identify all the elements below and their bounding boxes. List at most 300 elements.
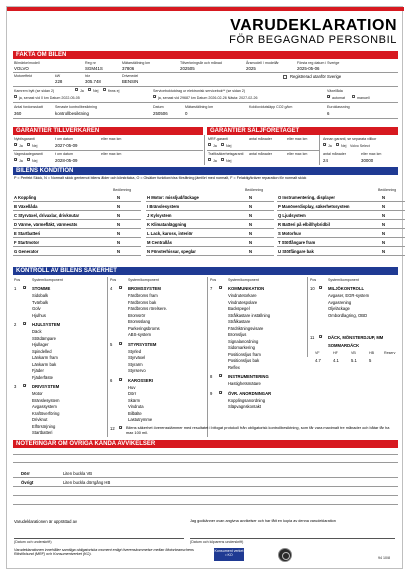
- system-item: Länkarm bak: [32, 361, 57, 367]
- system-item: Bromsljus: [228, 332, 247, 337]
- fakta-row4-label-0: Antal fordonsskatt: [14, 105, 43, 109]
- system-item: Avgassystem: [32, 404, 57, 409]
- system-title: BROMSSYSTEM: [128, 286, 161, 291]
- annan-ja-checkbox[interactable]: ✓: [324, 143, 327, 147]
- kondition-item: E Startbatteri: [14, 231, 41, 236]
- reg-utrikes-label: Registrerad utanför Sverige: [290, 74, 342, 79]
- konsumentverket-logo: Konsument verket • KO: [214, 548, 244, 561]
- fakta-row4-label-4: Koldioxidutsläpp CO2 g/km: [249, 105, 293, 109]
- volvo-select: Volvo Select: [350, 144, 370, 148]
- vagn-tom-label: t om datum: [55, 152, 73, 156]
- mrf-nej-checkbox[interactable]: [221, 143, 224, 146]
- mrf-seal-icon: [278, 548, 292, 562]
- system-item: Oljeläckage: [328, 306, 350, 311]
- dack-col-0: VF: [315, 351, 320, 355]
- divider: [146, 219, 274, 220]
- system-header: System/komponent: [228, 278, 259, 282]
- fakta-row4-label-3: Mätarställning km: [185, 105, 214, 109]
- bedomning-0: Bedömning: [113, 188, 132, 192]
- annan-ja-label: Ja: [328, 144, 332, 148]
- divider: [13, 118, 398, 119]
- pos12-text: Bilens säkerhet överensstämmer med resultatet i bifogat protokoll från obligatorisk kontrollbesiktning, som får vara maximalt tre månader och båtar får ha max 100 mil.: [126, 425, 390, 435]
- system-title: STOMME: [32, 286, 51, 291]
- pos-number: 10: [310, 286, 315, 291]
- fakta-row4-value-0: 360: [14, 111, 22, 116]
- kondition-item: S Motorhuv: [278, 231, 302, 236]
- fakta-row4-label-5: Euroklassning: [327, 105, 350, 109]
- kondition-item: P Manöverdisplay, säkerhetssystem: [278, 204, 350, 209]
- signature-line-right[interactable]: [190, 538, 395, 539]
- kondition-grade: N: [249, 195, 253, 200]
- system-item: Ombordlagring, OBD: [328, 312, 368, 318]
- mrf-ja-label: Ja: [213, 144, 217, 148]
- kondition-item: U Stötfångare bak: [278, 249, 314, 254]
- vagn-km-label: eller max km: [101, 152, 122, 156]
- divider: [107, 277, 108, 437]
- system-item: Strålkastare inställning: [228, 312, 271, 318]
- pos-number: 8: [210, 374, 213, 379]
- fakta-value-0: VOLVO: [14, 66, 29, 71]
- system-item: Länkarm fram: [32, 355, 58, 360]
- system-item: Sidomarkering: [228, 345, 255, 350]
- fakta-label-0: Bilmärke/modell: [14, 61, 40, 65]
- divider: [207, 150, 319, 151]
- pos-number: 7: [210, 286, 213, 291]
- mrf-nej-label: Nej: [226, 144, 232, 148]
- section-header-garanti-tillverkaren: GARANTIER TILLVERKAREN: [13, 127, 203, 135]
- divider: [277, 219, 405, 220]
- vagn-nej-label: Nej: [32, 159, 38, 163]
- bedomning-2: Bedömning: [378, 188, 397, 192]
- kondition-item: C Styrväxel, drivaxlar, drivknutar: [14, 213, 80, 218]
- system-item: Färdriktningsvisare: [228, 325, 264, 331]
- system-title: KOMMUNIKATION: [228, 286, 265, 291]
- pos-number: 1: [14, 286, 17, 291]
- divider: [307, 277, 308, 357]
- form-code: 94 10/8: [378, 556, 390, 560]
- divider: [13, 102, 398, 103]
- system-header: System/komponent: [328, 278, 359, 282]
- kondition-item: N Fönsterhissar, speglar: [147, 249, 196, 254]
- system-item: Vindrutetorkare: [228, 293, 257, 298]
- bedomning-1: Bedömning: [245, 188, 264, 192]
- system-item: Lastutrymme: [128, 417, 153, 422]
- signature-sub-right: (Datum och köparens underskrift): [190, 540, 244, 544]
- system-item: Hastighetsmätare: [228, 381, 261, 386]
- system-item: Styrarm: [128, 361, 143, 367]
- system-item: Kraftöverföring: [32, 410, 60, 416]
- kondition-item: A Koppling: [14, 195, 37, 200]
- pos-number: 2: [14, 322, 17, 327]
- dorr-value: Liten buckla VB: [63, 471, 93, 476]
- signature-label-right: Jag godkänner ovan angivna avvikelser och har fått en kopia av denna varudeklaration: [190, 519, 336, 523]
- pos-checkbox[interactable]: ✓: [220, 374, 223, 378]
- kondition-grade: N: [249, 213, 253, 218]
- fakta-row4-label-1: Senaste kontrollbesiktning: [55, 105, 97, 109]
- mrf-km-label: eller max km: [287, 137, 308, 141]
- system-item: Avgaser, EGR-system: [328, 293, 370, 298]
- divider: [207, 277, 208, 437]
- automat-label: automat: [332, 96, 345, 100]
- pos-checkbox-11[interactable]: ✓: [320, 335, 323, 339]
- nybil-nej-label: Nej: [32, 144, 38, 148]
- divider: [146, 246, 274, 247]
- trafik-label: Trafiksäkerhetsgaranti: [208, 152, 244, 156]
- trafik-nej-checkbox[interactable]: [221, 158, 224, 161]
- divider: [277, 210, 405, 211]
- disclaimer: Varudeklarationen innehåller samtliga obligatoriska moment enligt överenskommelse mellan Motorbranschens Riksförbund (MRF) och Konsumentverket (KO).: [14, 548, 194, 557]
- system-item: Strålkastare: [228, 319, 251, 324]
- pos-checkbox[interactable]: ✓: [320, 286, 323, 290]
- service-label: Serviceboktutdrag ur elektronisk servicebok** (se sidan 2): [153, 89, 246, 93]
- kondition-grade: N: [117, 195, 121, 200]
- system-item: Färdbroms fram: [128, 293, 158, 298]
- dack-col-3: HB: [369, 351, 374, 355]
- declaration-page: [6, 6, 403, 569]
- pos-checkbox[interactable]: ✓: [220, 286, 223, 290]
- vaxellada-label: Växellåda: [327, 89, 343, 93]
- kamrem-finns-ej-checkbox[interactable]: [103, 88, 106, 91]
- kondition-item: G Generator: [14, 249, 39, 254]
- system-header: System/komponent: [32, 278, 63, 282]
- system-item: Hjulhus: [32, 312, 46, 318]
- system-item: Styrled: [128, 348, 142, 354]
- vagn-value: 2028-05-09: [55, 158, 78, 163]
- section-header-garanti-saljforetaget: GARANTIER SÄLJFÖRETAGET: [207, 127, 398, 135]
- pos-number: 5: [110, 341, 113, 347]
- fakta-label-4: Årsmodell / modellår: [246, 61, 279, 65]
- dack-col-4: Reserv: [384, 351, 396, 355]
- system-item: Spindelled: [32, 348, 52, 354]
- pos-number: 9: [210, 390, 213, 396]
- system-item: Reflex: [228, 364, 240, 370]
- system-item: Sidobalk: [32, 293, 49, 298]
- vagn-label: Vagnskadegaranti: [14, 152, 43, 156]
- system-item: Dörr: [128, 391, 137, 396]
- page-subtitle: FÖR BEGAGNAD PERSONBIL: [229, 34, 397, 46]
- pos-checkbox[interactable]: ✓: [120, 377, 123, 382]
- annan-manader-label: antal månader: [323, 152, 346, 156]
- fakta-row4-value-5: 6: [327, 111, 330, 116]
- kondition-grade: N: [117, 204, 121, 209]
- signature-sub-left: (Datum och underskrift): [14, 540, 52, 544]
- kondition-grade: N: [382, 249, 386, 254]
- fakta-label-2: Mätarställning km: [122, 61, 151, 65]
- pos-checkbox[interactable]: ✓: [120, 286, 123, 290]
- system-item: Styrservo: [128, 368, 146, 373]
- kondition-item: Q Ljudsystem: [278, 213, 306, 218]
- divider: [13, 228, 141, 229]
- fakta-label-3: Tillverkningsår och månad: [180, 61, 222, 65]
- divider: [13, 237, 141, 238]
- fakta-row2-value-1: 305.748: [85, 79, 101, 84]
- kondition-grade: N: [249, 249, 253, 254]
- system-title: DRIVSYSTEM: [32, 384, 60, 389]
- kondition-grade: N: [249, 204, 253, 209]
- pos-number-12: 12: [110, 426, 115, 431]
- pos-checkbox[interactable]: ✓: [220, 390, 223, 395]
- ovrigt-label: Övrigt: [21, 480, 34, 485]
- top-red-bar: [7, 7, 404, 11]
- annan-nej-checkbox[interactable]: [336, 143, 339, 146]
- pos-header: Pos: [14, 278, 21, 282]
- section-header-kontroll: KONTROLL AV BILENS SÄKERHET: [13, 267, 398, 275]
- system-item: Färdbroms rörelsere.: [128, 306, 168, 311]
- system-item: Bilbälte: [128, 410, 142, 416]
- pos-checkbox[interactable]: ✓: [24, 384, 27, 388]
- fakta-row4-value-2: 250506: [153, 111, 168, 116]
- system-item: Hjullager: [32, 342, 49, 347]
- divider: [319, 135, 320, 165]
- kondition-item: T Stötfångare fram: [278, 240, 316, 245]
- system-title: MILJÖKONTROLL: [328, 286, 365, 291]
- divider: [277, 246, 405, 247]
- kondition-item: J Kylsystem: [147, 213, 172, 218]
- annan-km: 30000: [361, 158, 374, 163]
- fakta-value-1: SGM41S: [85, 66, 103, 71]
- system-item: Positionsljus bak: [228, 358, 260, 363]
- kondition-grade: N: [382, 222, 386, 227]
- kondition-item: K Klimatanläggning: [147, 222, 187, 227]
- divider: [13, 255, 141, 256]
- kamrem-nej-checkbox[interactable]: [88, 88, 91, 91]
- system-item: Signalanordning: [228, 338, 259, 344]
- kondition-grade: N: [382, 204, 386, 209]
- fakta-row4-value-1: kontrollbesiktning: [55, 111, 89, 116]
- pos-checkbox-12[interactable]: ✓: [120, 426, 123, 430]
- pos-checkbox[interactable]: ✓: [120, 341, 123, 346]
- kondition-item: B Växellåda: [14, 204, 38, 209]
- dack-val-3: 5: [369, 358, 372, 363]
- kondition-item: M Centrallås: [147, 240, 172, 245]
- kondition-grade: N: [382, 240, 386, 245]
- kondition-legend: P = Perfekt Skick, N = Normalt skick gentemot bilens ålder och körsträcka, O = Oisäker funktion/viss förslitning jämfört med normalt, F = Felaktig/kräver reparation för normalt skick: [14, 176, 307, 180]
- trafik-nej-label: Nej: [226, 159, 232, 163]
- divider: [13, 210, 141, 211]
- system-item: Bromsslang: [128, 319, 151, 324]
- kondition-grade: N: [117, 249, 121, 254]
- fakta-label-1: Reg nr: [85, 61, 96, 65]
- divider: [13, 72, 398, 73]
- fakta-row4-value-3: 0: [185, 111, 188, 116]
- fakta-row2-value-2: BENSIN: [122, 79, 139, 84]
- kondition-grade: N: [117, 222, 121, 227]
- kondition-grade: N: [382, 231, 386, 236]
- dack-header: DÄCK, MÖNSTERDJUP, MM: [328, 335, 384, 340]
- system-item: Vindrutespolare: [228, 299, 258, 305]
- divider: [13, 201, 141, 202]
- signature-line-left[interactable]: [14, 538, 184, 539]
- divider: [277, 237, 405, 238]
- kondition-item: D Värme, värmefläkt, värmesäts: [14, 222, 78, 227]
- system-item: Skärm: [128, 397, 141, 403]
- kondition-item: R Batteri på elbil/hybridbil: [278, 222, 330, 227]
- kondition-grade: N: [249, 231, 253, 236]
- trafik-ja-checkbox[interactable]: [208, 158, 211, 161]
- vagn-nej-checkbox[interactable]: [27, 158, 30, 161]
- fakta-value-3: 202505: [180, 66, 195, 71]
- system-item: Fjäderfäste: [32, 374, 53, 380]
- system-item: Motor: [32, 391, 43, 396]
- section-header-fakta: FAKTA OM BILEN: [13, 51, 398, 59]
- kondition-grade: N: [382, 195, 386, 200]
- trafik-ja-label: Ja: [213, 159, 217, 163]
- sommardack-label: SOMMARDÄCK: [328, 343, 360, 348]
- system-item: ABS-system: [128, 332, 152, 337]
- divider: [13, 150, 203, 151]
- system-item: Tvärbalk: [32, 299, 49, 305]
- kondition-grade: N: [117, 231, 121, 236]
- kamrem-senast-checkbox[interactable]: [14, 95, 17, 98]
- divider: [277, 228, 405, 229]
- divider: [146, 228, 274, 229]
- kondition-grade: N: [382, 213, 386, 218]
- nybil-km-label: eller max km: [101, 137, 122, 141]
- mrf-manader-label: antal månader: [249, 137, 272, 141]
- divider: [13, 246, 141, 247]
- annan-months: 24: [323, 158, 328, 163]
- ovrigt-value: Liten buckla dörrgång HB: [63, 480, 111, 485]
- kamrem-finns-ej-label: finns ej: [108, 89, 120, 93]
- system-item: Däck: [32, 329, 42, 334]
- reg-utrikes-checkbox[interactable]: [283, 75, 287, 79]
- fakta-value-5: 2025-05-06: [297, 66, 320, 71]
- annan-nej-label: Nej: [341, 144, 347, 148]
- nybil-value: 2027-05-09: [55, 143, 78, 148]
- mrf-ja-checkbox[interactable]: [208, 143, 211, 146]
- kondition-item: H Motor: missljud/läckage: [147, 195, 199, 200]
- kamrem-ja-checkbox[interactable]: [75, 88, 78, 91]
- fakta-row2-value-0: 228: [55, 79, 63, 84]
- system-item: Backspegel: [228, 306, 250, 311]
- page-title: VARUDEKLARATION: [230, 17, 397, 34]
- pos-number-11: 11: [310, 335, 315, 340]
- system-item: Elförsörjning: [32, 423, 56, 429]
- divider: [13, 86, 398, 87]
- divider: [146, 210, 274, 211]
- signature-label-left: Varudeklarationen är upprättad av: [14, 519, 78, 524]
- pos-checkbox[interactable]: ✓: [24, 322, 27, 326]
- system-item: Drivknut: [32, 417, 48, 422]
- nybil-tom-label: t om datum: [55, 137, 73, 141]
- system-title: ÖVR. ANORDNINGAR: [228, 390, 272, 396]
- system-item: Bränslesystem: [32, 397, 60, 403]
- system-item: Golv: [32, 306, 41, 311]
- kamrem-sub: ja, senast vid 0 km Datum 2022-05-05: [19, 96, 80, 100]
- system-item: Bromsrör: [128, 312, 146, 318]
- system-item: Startbatteri: [32, 430, 53, 435]
- nybil-nej-checkbox[interactable]: [27, 143, 30, 146]
- automat-checkbox[interactable]: ✓: [328, 95, 331, 99]
- system-title: INSTRUMENTERING: [228, 374, 269, 379]
- manuell-label: manuell: [357, 96, 370, 100]
- kondition-grade: N: [249, 240, 253, 245]
- fakta-row4-label-2: Datum: [153, 105, 164, 109]
- system-item: Släpvagnskontakt: [228, 404, 262, 409]
- vagn-ja-checkbox[interactable]: ✓: [15, 158, 18, 162]
- pos-header: Pos: [310, 278, 317, 282]
- system-item: Färdbroms bak: [128, 299, 157, 305]
- fakta-row2-label-0: Motoreffekt: [14, 74, 32, 78]
- dorr-label: Dörr: [21, 471, 30, 476]
- fakta-row2-label-3: Drivmedel: [122, 74, 139, 78]
- kondition-grade: N: [117, 240, 121, 245]
- system-item: Vindruta: [128, 404, 144, 409]
- divider: [146, 255, 274, 256]
- kamrem-nej-label: Nej: [93, 89, 99, 93]
- kondition-item: I Bränslesystem: [147, 204, 180, 209]
- nybil-ja-label: Ja: [19, 144, 23, 148]
- trafik-manader-label: antal månader: [249, 152, 272, 156]
- kondition-grade: N: [117, 213, 121, 218]
- fakta-row2-label-2: hkr: [85, 74, 90, 78]
- dack-val-2: 5.1: [351, 358, 357, 363]
- system-title: HJULSYSTEM: [32, 322, 61, 327]
- kondition-item: O Instrumentering, displayer: [278, 195, 336, 200]
- annan-label: Annan garanti, se separata villkor: [323, 137, 377, 141]
- section-header-kondition: BILENS KONDITION: [13, 167, 398, 175]
- fakta-value-4: 2025: [246, 66, 256, 71]
- service-checkbox[interactable]: ✓: [154, 95, 157, 99]
- service-sub: ja, senast vid 29687 km Datum 2026-02-26 Nästa: 2027-02-26: [158, 96, 258, 100]
- dack-val-1: 4.1: [333, 358, 339, 363]
- pos-header: Pos: [110, 278, 117, 282]
- system-title: STYRSYSTEM: [128, 341, 157, 347]
- divider: [277, 201, 405, 202]
- vagn-ja-label: Ja: [19, 159, 23, 163]
- fakta-value-2: 37806: [122, 66, 135, 71]
- kondition-item: F Startmotor: [14, 240, 40, 245]
- pos-number: 4: [110, 286, 113, 291]
- divider: [204, 135, 205, 165]
- system-item: Kopplingsanordning: [228, 397, 266, 403]
- mrf-label: MRF-garanti: [208, 137, 228, 141]
- dack-col-2: VB: [351, 351, 356, 355]
- system-title: KAROSSERI: [128, 377, 153, 383]
- pos-number: 6: [110, 377, 113, 383]
- kamrem-label: Kamrem bytt (se sidan 2): [14, 89, 55, 93]
- nybil-ja-checkbox[interactable]: ✓: [15, 143, 18, 147]
- divider: [146, 237, 274, 238]
- dack-val-0: 4.7: [315, 358, 321, 363]
- nybil-label: Nybilsgaranti: [14, 137, 35, 141]
- system-header: System/komponent: [128, 278, 159, 282]
- system-item: Styrväxel: [128, 355, 146, 360]
- trafik-km-label: eller max km: [287, 152, 308, 156]
- annan-km-label: eller max km: [361, 152, 382, 156]
- manuell-checkbox[interactable]: [352, 95, 355, 98]
- divider: [277, 255, 405, 256]
- kamrem-ja-label: Ja: [80, 89, 84, 93]
- pos-number: 3: [14, 384, 17, 389]
- section-header-noteringar: NOTERINGAR OM ÖVRIGA KÄNDA AVVIKELSER: [13, 440, 398, 448]
- kondition-grade: N: [249, 222, 253, 227]
- fakta-row2-label-1: kW: [55, 74, 61, 78]
- system-item: Parkeringsbroms: [128, 325, 160, 331]
- kondition-item: L Lack, kaross, interiör: [147, 231, 193, 236]
- system-item: Avgasrening: [328, 299, 352, 305]
- pos-checkbox[interactable]: ✓: [24, 286, 27, 290]
- dack-col-1: HF: [333, 351, 338, 355]
- fakta-label-5: Första reg datum i Sverige: [297, 61, 340, 65]
- pos-header: Pos: [210, 278, 217, 282]
- system-item: Fjäder: [32, 368, 44, 373]
- system-item: Huv: [128, 384, 136, 390]
- system-item: Positionsljus fram: [228, 351, 261, 357]
- divider: [13, 219, 141, 220]
- divider: [146, 201, 274, 202]
- system-item: Stötdämpare: [32, 335, 56, 341]
